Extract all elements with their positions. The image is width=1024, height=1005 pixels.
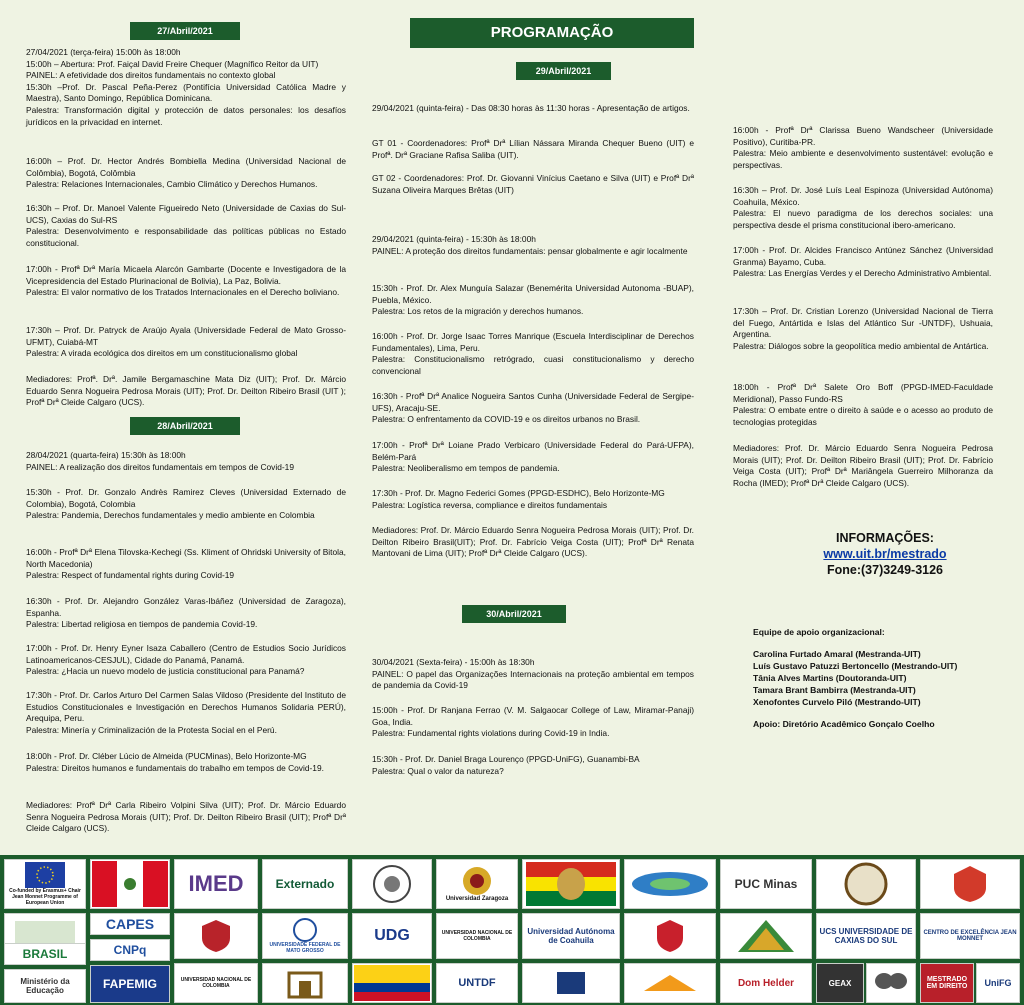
working-group bbox=[372, 173, 694, 196]
faculty-seal-icon bbox=[844, 862, 888, 906]
info-heading: INFORMAÇÕES: bbox=[836, 531, 934, 545]
puc-minas-logo: PUC Minas bbox=[720, 859, 812, 909]
butterfly-icon bbox=[874, 969, 908, 997]
panel-title: PAINEL: O papel das Organizações Internacionais na proteção ambiental em tempos de pandemia da Covid-19 bbox=[372, 668, 694, 691]
day-badge-27: 27/Abril/2021 bbox=[130, 22, 240, 40]
talk-title: Palestra: El valor normativo de los Tratados Internacionales en el Derecho boliviano. bbox=[26, 287, 340, 298]
talk-title: Palestra: Qual o valor da natureza? bbox=[372, 765, 504, 776]
dom-helder-logo: Dom Helder bbox=[720, 963, 812, 1003]
team-member: Luís Gustavo Patuzzi Bertoncello (Mestrando-UIT) bbox=[753, 661, 958, 671]
zaragoza-seal-icon bbox=[462, 866, 492, 896]
peru-flag-icon bbox=[92, 861, 168, 907]
positivo-icon bbox=[640, 971, 700, 995]
talk-speaker: 15:30h –Prof. Dr. Pascal Peña-Perez (Pontifícia Universidad Católica Madre y Maestra), Santo Domingo, República Dominicana. bbox=[26, 81, 346, 104]
talk-block bbox=[26, 487, 346, 522]
positivo-logo bbox=[624, 963, 716, 1003]
ufmt-text: UNIVERSIDADE FEDERAL DE MATO GROSSO bbox=[269, 942, 341, 954]
talk-speaker: 17:30h - Prof. Dr. Carlos Arturo Del Carmen Salas Vildoso (Presidente del Instituto de Estudios Constitucionales e Investigación en Derechos Humanos Solidaria PERÚ), Arequipa, Peru. bbox=[26, 690, 346, 724]
talk-speaker: 16:00h - Profª Drª Elena Tilovska-Kechegi (Ss. Kliment of Ohridski University of Bitola, North Macedonia) bbox=[26, 547, 346, 569]
talk-title: Palestra: Logística reversa, compliance e direitos fundamentais bbox=[372, 499, 608, 510]
talk-title: Palestra: A virada ecológica dos direitos em um constitucionalismo global bbox=[26, 348, 298, 359]
talk-title: Palestra: Constitucionalismo retrógrado, cuasi constitucionalismo y derecho convencional bbox=[372, 354, 694, 376]
unifg-logo: UniFG bbox=[976, 963, 1020, 1003]
talk-title: Palestra: Respect of fundamental rights during Covid-19 bbox=[26, 570, 235, 581]
session-opening bbox=[26, 47, 346, 128]
untdf-logo: UNTDF bbox=[436, 963, 518, 1003]
talk-block bbox=[733, 245, 993, 280]
mediators-text: Mediadores: Profª. Drª. Jamile Bergamaschine Mata Diz (UIT); Prof. Dr. Márcio Eduardo Senra Nogueira Pedrosa Morais (UIT); Prof. Dr. Deilton Ribeiro Brasil (UIT ); Profª Drª Cleide Calgaro (UCS). bbox=[26, 374, 346, 408]
talk-title: Palestra: O enfrentamento da COVID-19 e os direitos urbanos no Brasil. bbox=[372, 414, 641, 425]
talk-speaker: 16:00h - Prof. Dr. Jorge Isaac Torres Manrique (Escuela Interdisciplinar de Derechos Fundamentales), Lima, Peru. bbox=[372, 331, 694, 353]
ufmt-seal-icon bbox=[293, 918, 317, 942]
spacer bbox=[753, 638, 1003, 648]
building-logo bbox=[262, 963, 348, 1003]
talk-speaker: 16:30h – Prof. Dr. Manoel Valente Figueiredo Neto (Universidade de Caxias do Sul-UCS), Caxias do Sul-RS bbox=[26, 203, 346, 225]
zaragoza-text: Universidad Zaragoza bbox=[445, 896, 509, 902]
metamorfose-logo bbox=[866, 963, 916, 1003]
seal-icon bbox=[372, 864, 412, 904]
talk-block bbox=[372, 391, 694, 426]
team-heading: Equipe de apoio organizacional: bbox=[753, 627, 885, 637]
talk-speaker: 15:30h - Prof. Dr. Gonzalo Andrès Ramirez Cleves (Universidad Externado de Colombia), Bogotá, Colombia bbox=[26, 487, 346, 509]
talk-block bbox=[26, 690, 346, 736]
zaragoza-logo bbox=[436, 859, 518, 909]
talk-title: Palestra: Relaciones Internacionales, Cambio Climático y Derechos Humanos. bbox=[26, 179, 318, 190]
ufmt-logo bbox=[262, 913, 348, 959]
talk-title: Palestra: El nuevo paradigma de los derechos sociales: una perspectiva desde el prisma constitucional ibero-americano. bbox=[733, 208, 993, 230]
talk-speaker: 15:30h - Prof. Dr. Daniel Braga Lourenço (PPGD-UniFG), Guanambi-BA bbox=[372, 754, 640, 764]
talk-block bbox=[26, 596, 346, 631]
gt-coordinators: GT 01 - Coordenadores: Profª Drª Lílian Nássara Miranda Chequer Bueno (UIT) e Profª. Drª Graciane Rafisa Saliba (UIT). bbox=[372, 138, 694, 160]
colombia-flag-logo bbox=[352, 963, 432, 1003]
talk-block bbox=[26, 643, 346, 678]
talk-title: Palestra: Pandemia, Derechos fundamentales y medio ambiente en Colombia bbox=[26, 510, 315, 521]
talk-block bbox=[372, 488, 694, 511]
talk-block bbox=[26, 751, 346, 774]
mec-logo: Ministério da Educação bbox=[4, 969, 86, 1003]
talk-speaker: 16:30h - Prof. Dr. Alejandro González Varas-Ibáñez (Universidad de Zaragoza), Espanha. bbox=[26, 596, 346, 618]
university-seal-logo bbox=[352, 859, 432, 909]
coahuila-logo: Universidad Autónoma de Coahuila bbox=[522, 913, 620, 959]
talk-block bbox=[26, 547, 346, 582]
talk-speaker: 17:30h – Prof. Dr. Cristian Lorenzo (Universidad Nacional de Tierra del Fuego, Antártida e Islas del Atlántico Sur -UNTDF), Ushuaia, Argentina. bbox=[733, 306, 993, 340]
ufs-logo bbox=[522, 963, 620, 1003]
session-date: 30/04/2021 (Sexta-feira) - 15:00h às 18:30h bbox=[372, 657, 535, 667]
talk-block bbox=[372, 283, 694, 318]
imed-logo: IMED bbox=[174, 859, 258, 909]
talk-block bbox=[733, 306, 993, 352]
brasil-gov-logo: BRASIL bbox=[4, 943, 86, 965]
crest-icon bbox=[200, 918, 232, 954]
talk-speaker: 17:00h - Profª Drª Loiane Prado Verbicaro (Universidade Federal do Pará-UFPA), Belém-Pará bbox=[372, 440, 694, 462]
info-block bbox=[775, 530, 995, 578]
team-member: Carolina Furtado Amaral (Mestranda-UIT) bbox=[753, 649, 921, 659]
talk-speaker: 18:00h - Prof. Dr. Cléber Lúcio de Almeida (PUCMinas), Belo Horizonte-MG bbox=[26, 751, 307, 761]
talk-title: Palestra: Minería y Criminalización de la Protesta Social en el Perú. bbox=[26, 724, 277, 735]
talk-block bbox=[372, 440, 694, 475]
ucs-logo: UCS UNIVERSIDADE DE CAXIAS DO SUL bbox=[816, 913, 916, 959]
session-date: 29/04/2021 (quinta-feira) - Das 08:30 horas às 11:30 horas - Apresentação de artigos. bbox=[372, 103, 690, 113]
bolivia-emblem-logo bbox=[522, 859, 620, 909]
talk-block bbox=[26, 203, 346, 249]
erasmus-logo bbox=[4, 859, 86, 909]
support-team bbox=[753, 626, 1003, 730]
udg-logo: UDG bbox=[352, 913, 432, 959]
session-panel bbox=[26, 450, 346, 473]
talk-block bbox=[733, 382, 993, 428]
talk-block bbox=[26, 325, 346, 360]
info-phone: Fone:(37)3249-3126 bbox=[826, 563, 944, 577]
talk-title: Palestra: Diálogos sobre la geopolítica medio ambiental de Antártica. bbox=[733, 340, 989, 351]
eu-flag-icon bbox=[25, 862, 65, 888]
erasmus-text: Co-funded by Erasmus+ Chair Jean Monnet Programme of European Union bbox=[9, 888, 81, 906]
session-date: 27/04/2021 (terça-feira) 15:00h às 18:00h bbox=[26, 47, 181, 57]
session-articles bbox=[372, 103, 694, 115]
talk-block bbox=[733, 185, 993, 231]
capes-logo: CAPES bbox=[90, 913, 170, 935]
talk-speaker: 17:00h - Prof. Dr. Henry Eyner Isaza Caballero (Centro de Estudios Socio Jurídicos Latinoamericanos-CESJUL), Cidade do Panamá, Panamá. bbox=[26, 643, 346, 665]
mediators-block bbox=[372, 525, 694, 560]
shield-icon bbox=[655, 918, 685, 954]
talk-speaker: 17:00h - Profª Drª María Micaela Alarcón Gambarte (Docente e Investigadora de la Vicepresidencia del Estado Plurinacional de Bolivia), La Paz, Bolivia. bbox=[26, 264, 346, 286]
talk-block bbox=[26, 264, 346, 299]
building-icon bbox=[285, 967, 325, 999]
talk-speaker: 15:00h - Prof. Dr Ranjana Ferrao (V. M. Salgaocar College of Law, Miramar-Panaji) Goa, India. bbox=[372, 705, 694, 727]
globe-icon bbox=[630, 869, 710, 899]
mediators-text: Mediadores: Prof. Dr. Márcio Eduardo Senra Nogueira Pedrosa Morais (UIT); Prof. Dr. Deilton Ribeiro Brasil(UIT); Prof. Dr. Fabrício Veiga Costa (UIT); Profª Drª Renata Mantovani de Lima (UIT); Profª Drª Cleide Calgaro (UCS). bbox=[372, 525, 694, 559]
mediators-block bbox=[26, 374, 346, 409]
talk-speaker: 16:30h – Prof. Dr. José Luís Leal Espinoza (Universidad Autónoma) Coahuila, México. bbox=[733, 185, 993, 207]
mestrado-direito-logo: MESTRADO EM DIREITO bbox=[920, 963, 974, 1003]
talk-speaker: 16:00h - Profª Drª Clarissa Bueno Wandscheer (Universidade Positivo), Curitiba-PR. bbox=[733, 125, 993, 147]
talk-speaker: 15:30h - Prof. Dr. Alex Munguía Salazar (Benemérita Universidad Autonoma -BUAP), Puebla, México. bbox=[372, 283, 694, 305]
talk-block bbox=[372, 331, 694, 377]
talk-block bbox=[26, 156, 346, 191]
talk-title: Palestra: Meio ambiente e desenvolvimento sustentável: evolução e perspectivas. bbox=[733, 148, 993, 170]
law-school-logo bbox=[920, 859, 1020, 909]
team-support: Apoio: Diretório Acadêmico Gonçalo Coelho bbox=[753, 719, 935, 729]
team-member: Tânia Alves Martins (Doutoranda-UIT) bbox=[753, 673, 907, 683]
bolivia-emblem-icon bbox=[526, 862, 616, 906]
talk-speaker: 17:30h – Prof. Dr. Patryck de Araújo Ayala (Universidade Federal de Mato Grosso-UFMT), Cuiabá-MT bbox=[26, 325, 346, 347]
talk-title: Palestra: Direitos humanos e fundamentais do trabalho em tempos de Covid-19. bbox=[26, 762, 324, 773]
integration-logo bbox=[624, 859, 716, 909]
crest-icon bbox=[950, 864, 990, 904]
page-title: PROGRAMAÇÃO bbox=[410, 18, 694, 48]
talk-block bbox=[372, 705, 694, 740]
talk-speaker: 16:00h – Prof. Dr. Hector Andrés Bombiella Medina (Universidad Nacional de Colômbia), Bogotá, Colômbia bbox=[26, 156, 346, 178]
unal-colombia-logo: UNIVERSIDAD NACIONAL DE COLOMBIA bbox=[174, 963, 258, 1003]
day-badge-29: 29/Abril/2021 bbox=[516, 62, 611, 80]
panel-title: PAINEL: A efetividade dos direitos fundamentais no contexto global bbox=[26, 70, 276, 81]
peru-flag-logo bbox=[90, 859, 170, 909]
talk-title: Palestra: Fundamental rights violations during Covid-19 in India. bbox=[372, 728, 610, 739]
faculty-seal-logo bbox=[816, 859, 916, 909]
triangle-icon bbox=[736, 918, 796, 954]
mediators-text: Mediadores: Profª Drª Carla Ribeiro Volpini Silva (UIT); Prof. Dr. Márcio Eduardo Senra Nogueira Pedrosa Morais (UIT); Prof. Dr. Deilton Ribeiro Brasil (UIT); Profª Drª Cleide Calgaro (UCS). bbox=[26, 800, 346, 834]
working-group bbox=[372, 138, 694, 161]
externado-logo: Externado bbox=[262, 859, 348, 909]
jean-monnet-logo: CENTRO DE EXCELÊNCIA JEAN MONNET bbox=[920, 913, 1020, 959]
mediators-block bbox=[26, 800, 346, 835]
talk-block bbox=[733, 125, 993, 171]
talk-speaker: 16:30h - Profª Drª Analice Nogueira Santos Cunha (Universidade Federal de Sergipe-UFS), Aracaju-SE. bbox=[372, 391, 694, 413]
talk-speaker: 15:00h – Abertura: Prof. Faiçal David Freire Chequer (Magnífico Reitor da UIT) bbox=[26, 58, 319, 69]
crest-logo bbox=[174, 913, 258, 959]
unal-logo: UNIVERSIDAD NACIONAL DE COLOMBIA bbox=[436, 913, 518, 959]
session-panel bbox=[372, 234, 694, 257]
ufs-icon bbox=[551, 968, 591, 998]
talk-title: Palestra: Las Energías Verdes y el Derecho Administrativo Ambiental. bbox=[733, 268, 992, 279]
team-member: Tamara Brant Bambirra (Mestranda-UIT) bbox=[753, 685, 916, 695]
talk-title: Palestra: Los retos de la migración y derechos humanos. bbox=[372, 306, 584, 317]
talk-title: Palestra: ¿Hacia un nuevo modelo de justicia constitucional para Panamá? bbox=[26, 666, 305, 677]
talk-speaker: 18:00h - Profª Drª Salete Oro Boff (PPGD-IMED-Faculdade Meridional), Passo Fundo-RS bbox=[733, 382, 993, 404]
talk-speaker: 17:30h - Prof. Dr. Magno Federici Gomes (PPGD-ESDHC), Belo Horizonte-MG bbox=[372, 488, 665, 498]
talk-title: Palestra: Desenvolvimento e responsabilidade das políticas públicas no Estado constitucional. bbox=[26, 226, 346, 248]
talk-speaker: 17:00h - Prof. Dr. Alcides Francisco Antúnez Sánchez (Universidad Granma) Bayamo, Cuba. bbox=[733, 245, 993, 267]
info-website-link[interactable]: www.uit.br/mestrado bbox=[823, 547, 947, 561]
talk-block bbox=[372, 754, 694, 777]
panel-title: PAINEL: A proteção dos direitos fundamentais: pensar globalmente e agir localmente bbox=[372, 245, 688, 256]
fapemig-logo: FAPEMIG bbox=[90, 965, 170, 1003]
colombia-flag-icon bbox=[354, 965, 430, 1001]
cnpq-logo: CNPq bbox=[90, 939, 170, 961]
shield-logo bbox=[624, 913, 716, 959]
geax-logo: GEAX bbox=[816, 963, 864, 1003]
day-badge-30: 30/Abril/2021 bbox=[462, 605, 566, 623]
mediators-block bbox=[733, 443, 993, 489]
sponsor-logos-strip bbox=[0, 855, 1024, 1005]
talk-title: Palestra: Libertad religiosa en tiempos de pandemia Covid-19. bbox=[26, 619, 258, 630]
triangle-logo bbox=[720, 913, 812, 959]
talk-title: Palestra: Neoliberalismo em tempos de pandemia. bbox=[372, 463, 560, 474]
talk-title: Palestra: O embate entre o direito à saúde e o acesso ao produto de tecnologias protegidas bbox=[733, 405, 993, 427]
talk-title: Palestra: Transformación digital y protección de datos personales: los desafíos jurídicos en la privacidad en internet. bbox=[26, 104, 346, 127]
gt-coordinators: GT 02 - Coordenadores: Prof. Dr. Giovanni Vinícius Caetano e Silva (UIT) e Profª Drª Suzana Oliveira Marques Brêtas (UIT) bbox=[372, 173, 694, 195]
session-panel bbox=[372, 657, 694, 692]
panel-title: PAINEL: A realização dos direitos fundamentais em tempos de Covid-19 bbox=[26, 461, 294, 472]
mediators-text: Mediadores: Prof. Dr. Márcio Eduardo Senra Nogueira Pedrosa Morais (UIT); Prof. Dr. Deilton Ribeiro Brasil (UIT); Prof. Dr. Fabrício Veiga Costa (UIT); Profª Drª Mariângela Guerreiro Milhoranza da Rocha (IMED); Profª Drª Cleide Calgaro (UCS). bbox=[733, 443, 993, 488]
spacer bbox=[753, 708, 1003, 718]
day-badge-28: 28/Abril/2021 bbox=[130, 417, 240, 435]
session-date: 28/04/2021 (quarta-feira) 15:30h às 18:00h bbox=[26, 450, 186, 460]
session-date: 29/04/2021 (quinta-feira) - 15:30h às 18:00h bbox=[372, 234, 536, 244]
team-member: Xenofontes Curvelo Piló (Mestrando-UIT) bbox=[753, 697, 921, 707]
